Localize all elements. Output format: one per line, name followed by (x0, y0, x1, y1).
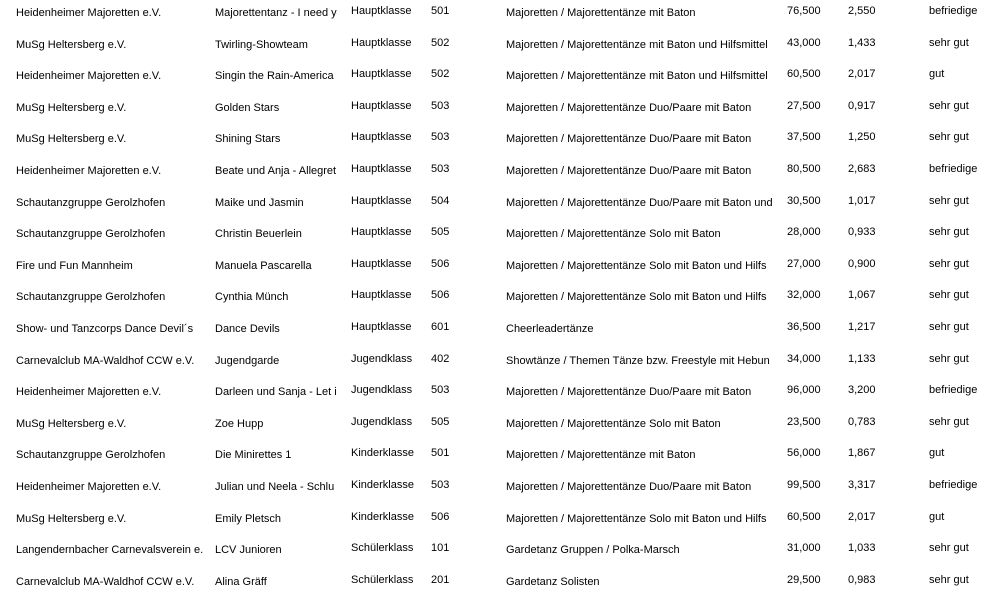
code-cell: 506 (431, 510, 450, 523)
points-cell: 30,500 (787, 194, 821, 207)
average-cell: 2,017 (848, 510, 876, 523)
points-cell: 32,000 (787, 289, 821, 302)
code-cell: 506 (431, 289, 450, 302)
code-cell: 505 (431, 226, 450, 239)
club-cell: Carnevalclub MA-Waldhof CCW e.V. (16, 354, 195, 367)
rating-cell: sehr gut (929, 415, 969, 428)
category-cell: Majoretten / Majorettentänze Solo mit Baton (506, 417, 721, 430)
average-cell: 0,783 (848, 415, 876, 428)
rating-cell: sehr gut (929, 99, 969, 112)
club-cell: Heidenheimer Majoretten e.V. (16, 7, 162, 19)
average-cell: 1,133 (848, 352, 876, 365)
table-row (0, 253, 1000, 285)
class-cell: Hauptklasse (351, 36, 412, 49)
class-cell: Kinderklasse (351, 447, 414, 460)
class-cell: Hauptklasse (351, 99, 412, 112)
club-cell: Schautanzgruppe Gerolzhofen (16, 291, 166, 304)
table-row (0, 95, 1000, 127)
club-cell: MuSg Heltersberg e.V. (16, 417, 127, 430)
code-cell: 505 (431, 415, 450, 428)
points-cell: 36,500 (787, 321, 821, 333)
class-cell: Hauptklasse (351, 163, 412, 175)
table-row (0, 284, 1000, 316)
code-cell: 601 (431, 321, 450, 333)
rating-cell: gut (929, 510, 945, 523)
points-cell: 76,500 (787, 5, 821, 17)
rating-cell: befriedige (929, 163, 978, 175)
category-cell: Majoretten / Majorettentänze Solo mit Baton (506, 228, 721, 241)
table-row (0, 411, 1000, 443)
club-cell: Show- und Tanzcorps Dance Devil´s (16, 323, 194, 335)
rating-cell: befriedige (929, 5, 978, 17)
table-row (0, 348, 1000, 380)
average-cell: 2,683 (848, 163, 876, 175)
title-cell: Golden Stars (215, 101, 280, 114)
class-cell: Kinderklasse (351, 510, 414, 523)
club-cell: Heidenheimer Majoretten e.V. (16, 386, 162, 399)
title-cell: Alina Gräff (215, 575, 267, 588)
table-row (0, 442, 1000, 474)
class-cell: Jugendklass (351, 415, 413, 428)
title-cell: Julian und Neela - Schlu (215, 481, 335, 493)
club-cell: Langendernbacher Carnevalsverein e. (16, 544, 204, 557)
class-cell: Hauptklasse (351, 226, 412, 239)
title-cell: Zoe Hupp (215, 417, 264, 430)
rating-cell: sehr gut (929, 352, 969, 365)
rating-cell: sehr gut (929, 257, 969, 270)
code-cell: 501 (431, 5, 450, 17)
category-cell: Majoretten / Majorettentänze Duo/Paare mit Baton (506, 386, 752, 399)
code-cell: 402 (431, 352, 450, 365)
points-cell: 27,500 (787, 99, 821, 112)
rating-cell: sehr gut (929, 36, 969, 49)
average-cell: 1,017 (848, 194, 876, 207)
code-cell: 504 (431, 194, 450, 207)
category-cell: Majoretten / Majorettentänze Duo/Paare mit Baton (506, 101, 752, 114)
category-cell: Majoretten / Majorettentänze mit Baton und Hilfsmittel (506, 70, 768, 83)
category-cell: Majoretten / Majorettentänze Duo/Paare mit Baton (506, 133, 752, 146)
club-cell: Fire und Fun Mannheim (16, 259, 133, 272)
title-cell: Manuela Pascarella (215, 259, 312, 272)
club-cell: MuSg Heltersberg e.V. (16, 101, 127, 114)
table-row (0, 63, 1000, 95)
average-cell: 1,433 (848, 36, 876, 49)
code-cell: 201 (431, 573, 450, 586)
rating-cell: sehr gut (929, 542, 969, 555)
table-row (0, 32, 1000, 64)
table-row (0, 221, 1000, 253)
table-row (0, 537, 1000, 569)
points-cell: 28,000 (787, 226, 821, 239)
club-cell: Schautanzgruppe Gerolzhofen (16, 196, 166, 209)
class-cell: Jugendklass (351, 352, 413, 365)
title-cell: Christin Beuerlein (215, 228, 302, 241)
title-cell: Beate und Anja - Allegret (215, 165, 337, 177)
points-cell: 37,500 (787, 131, 821, 144)
code-cell: 101 (431, 542, 450, 555)
category-cell: Showtänze / Themen Tänze bzw. Freestyle mit Hebun (506, 354, 770, 367)
code-cell: 501 (431, 447, 450, 460)
points-cell: 60,500 (787, 68, 821, 81)
category-cell: Majoretten / Majorettentänze mit Baton und Hilfsmittel (506, 38, 768, 51)
points-cell: 29,500 (787, 573, 821, 586)
category-cell: Majoretten / Majorettentänze Solo mit Baton und Hilfs (506, 259, 767, 272)
points-cell: 27,000 (787, 257, 821, 270)
code-cell: 506 (431, 257, 450, 270)
code-cell: 502 (431, 68, 450, 81)
class-cell: Hauptklasse (351, 131, 412, 144)
club-cell: MuSg Heltersberg e.V. (16, 133, 127, 146)
club-cell: Heidenheimer Majoretten e.V. (16, 165, 162, 177)
category-cell: Majoretten / Majorettentänze mit Baton (506, 449, 696, 462)
category-cell: Majoretten / Majorettentänze Duo/Paare mit Baton (506, 481, 752, 493)
code-cell: 502 (431, 36, 450, 49)
class-cell: Schülerklass (351, 542, 414, 555)
rating-cell: sehr gut (929, 289, 969, 302)
table-row (0, 126, 1000, 158)
club-cell: MuSg Heltersberg e.V. (16, 512, 127, 525)
points-cell: 60,500 (787, 510, 821, 523)
club-cell: Heidenheimer Majoretten e.V. (16, 70, 162, 83)
class-cell: Hauptklasse (351, 257, 412, 270)
average-cell: 0,983 (848, 573, 876, 586)
table-row (0, 474, 1000, 506)
title-cell: Jugendgarde (215, 354, 280, 367)
average-cell: 1,867 (848, 447, 876, 460)
category-cell: Majoretten / Majorettentänze Solo mit Baton und Hilfs (506, 512, 767, 525)
average-cell: 3,200 (848, 384, 876, 397)
title-cell: LCV Junioren (215, 544, 282, 557)
class-cell: Hauptklasse (351, 5, 412, 17)
club-cell: Schautanzgruppe Gerolzhofen (16, 228, 166, 241)
rating-cell: befriedige (929, 384, 978, 397)
rating-cell: sehr gut (929, 194, 969, 207)
rating-cell: sehr gut (929, 226, 969, 239)
table-row (0, 316, 1000, 348)
title-cell: Emily Pletsch (215, 512, 282, 525)
average-cell: 1,250 (848, 131, 876, 144)
rating-cell: gut (929, 447, 945, 460)
title-cell: Shining Stars (215, 133, 281, 146)
average-cell: 1,033 (848, 542, 876, 555)
average-cell: 1,217 (848, 321, 876, 333)
rating-cell: gut (929, 68, 945, 81)
average-cell: 0,917 (848, 99, 876, 112)
rating-cell: sehr gut (929, 573, 969, 586)
title-cell: Singin the Rain-America (215, 70, 334, 83)
category-cell: Majoretten / Majorettentänze Duo/Paare mit Baton und (506, 196, 773, 209)
table-row (0, 190, 1000, 222)
average-cell: 2,550 (848, 5, 876, 17)
table-row (0, 569, 1000, 600)
table-row (0, 0, 1000, 32)
category-cell: Majoretten / Majorettentänze Solo mit Baton und Hilfs (506, 291, 767, 304)
class-cell: Hauptklasse (351, 68, 412, 81)
table-row (0, 506, 1000, 538)
title-cell: Dance Devils (215, 323, 280, 335)
club-cell: Heidenheimer Majoretten e.V. (16, 481, 162, 493)
points-cell: 56,000 (787, 447, 821, 460)
class-cell: Hauptklasse (351, 289, 412, 302)
category-cell: Gardetanz Solisten (506, 575, 600, 588)
title-cell: Die Minirettes 1 (215, 449, 292, 462)
points-cell: 80,500 (787, 163, 821, 175)
points-cell: 31,000 (787, 542, 821, 555)
rating-cell: sehr gut (929, 321, 969, 333)
average-cell: 3,317 (848, 479, 876, 491)
category-cell: Gardetanz Gruppen / Polka-Marsch (506, 544, 680, 557)
category-cell: Cheerleadertänze (506, 323, 594, 335)
points-cell: 96,000 (787, 384, 821, 397)
average-cell: 0,933 (848, 226, 876, 239)
code-cell: 503 (431, 479, 450, 491)
points-cell: 23,500 (787, 415, 821, 428)
class-cell: Hauptklasse (351, 194, 412, 207)
category-cell: Majoretten / Majorettentänze mit Baton (506, 7, 696, 19)
title-cell: Twirling-Showteam (215, 38, 308, 51)
class-cell: Hauptklasse (351, 321, 412, 333)
title-cell: Maike und Jasmin (215, 196, 304, 209)
title-cell: Darleen und Sanja - Let i (215, 386, 337, 399)
code-cell: 503 (431, 384, 450, 397)
points-cell: 99,500 (787, 479, 821, 491)
code-cell: 503 (431, 163, 450, 175)
club-cell: Carnevalclub MA-Waldhof CCW e.V. (16, 575, 195, 588)
average-cell: 2,017 (848, 68, 876, 81)
club-cell: MuSg Heltersberg e.V. (16, 38, 127, 51)
class-cell: Jugendklass (351, 384, 413, 397)
club-cell: Schautanzgruppe Gerolzhofen (16, 449, 166, 462)
class-cell: Kinderklasse (351, 479, 414, 491)
title-cell: Majorettentanz - I need y (215, 7, 337, 19)
rating-cell: sehr gut (929, 131, 969, 144)
category-cell: Majoretten / Majorettentänze Duo/Paare mit Baton (506, 165, 752, 177)
points-cell: 43,000 (787, 36, 821, 49)
class-cell: Schülerklass (351, 573, 414, 586)
points-cell: 34,000 (787, 352, 821, 365)
average-cell: 1,067 (848, 289, 876, 302)
code-cell: 503 (431, 131, 450, 144)
table-row (0, 158, 1000, 190)
rating-cell: befriedige (929, 479, 978, 491)
table-row (0, 379, 1000, 411)
average-cell: 0,900 (848, 257, 876, 270)
code-cell: 503 (431, 99, 450, 112)
title-cell: Cynthia Münch (215, 291, 289, 304)
